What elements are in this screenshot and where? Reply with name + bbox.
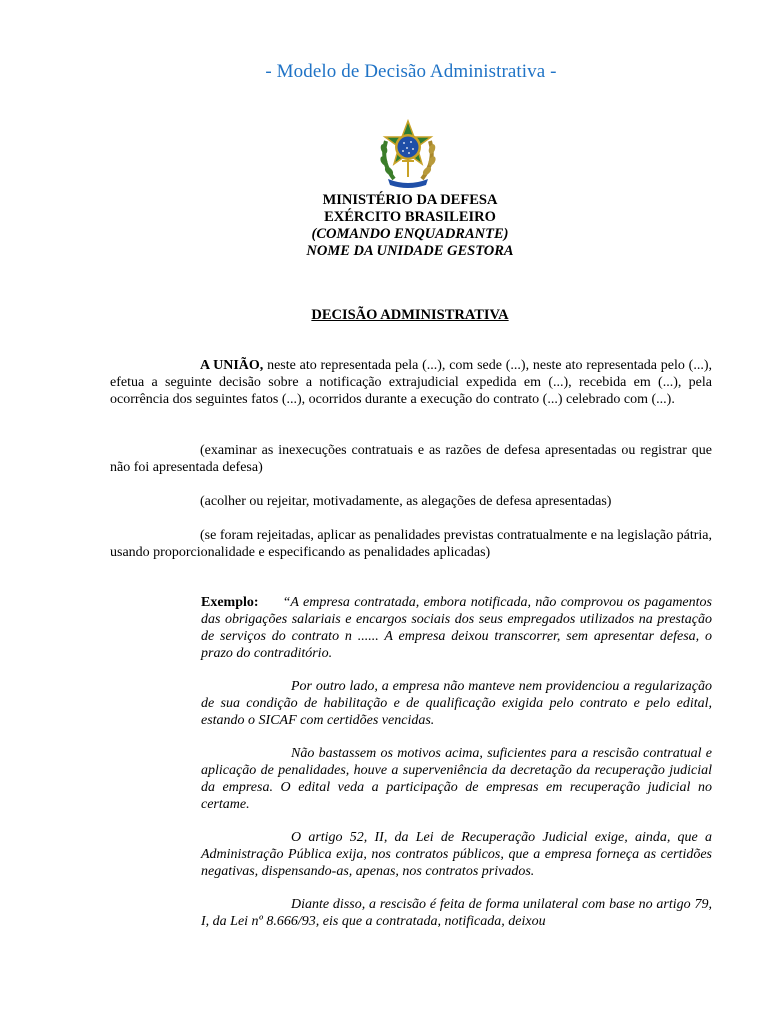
paragraph-accept-reject: (acolher ou rejeitar, motivadamente, as alegações de defesa apresentadas) [200,494,612,509]
paragraph-lead: A UNIÃO, [200,358,264,373]
example-paragraph-5: Diante disso, a rescisão é feita de forma unilateral com base no artigo 79, I, da Lei nº 8.666/93, eis que a contratada, notificada, deixou [201,897,712,929]
document-title: - Modelo de Decisão Administrativa - [265,61,557,82]
paragraph-examine: (examinar as inexecuções contratuais e as razões de defesa apresentadas ou registrar que não foi apresentada defesa) [110,443,712,475]
organization-header [210,192,610,260]
command-name: (COMANDO ENQUADRANTE) [311,226,509,242]
example-paragraph-3: Não bastassem os motivos acima, suficientes para a rescisão contratual e aplicação de penalidades, houve a superveniência da decretação da recuperação judicial da empresa. O edital veda a participação de empresas em recuperação judicial no certame. [201,746,712,812]
example-paragraph-4: O artigo 52, II, da Lei de Recuperação Judicial exige, ainda, que a Administração Pública exija, nos contratos públicos, que a empresa forneça as certidões negativas, dispensando-as, apenas, nos contratos privados. [201,830,712,879]
example-paragraph-1 [201,594,712,662]
paragraph-penalties: (se foram rejeitadas, aplicar as penalidades previstas contratualmente e na legislação pátria, usando proporcionalidade e especificando as penalidades aplicadas) [110,528,712,560]
example-paragraph-2: Por outro lado, a empresa não manteve nem providenciou a regularização de sua condição de habilitação e de qualificação exigida pelo contrato e pelo edital, estando o SICAF com certidões vencidas. [201,679,712,728]
unit-name: NOME DA UNIDADE GESTORA [306,243,514,259]
ministry-name: MINISTÉRIO DA DEFESA [322,192,498,208]
paragraph-text: neste ato representada pela (...), com sede (...), neste ato representada pelo (...), efetua a seguinte decisão sobre a notificação extrajudicial expedida em (...), recebida em (...), pela ocorrência dos seguintes fatos (...), ocorridos durante a execução do contrato (...) celebrado com (...). [110,358,712,407]
coat-of-arms-icon [376,119,440,189]
army-name: EXÉRCITO BRASILEIRO [324,209,496,225]
example-label: Exemplo: [201,595,259,610]
paragraph-uniao [110,357,712,408]
decision-heading: DECISÃO ADMINISTRATIVA [311,307,509,323]
example-text-1: “A empresa contratada, embora notificada, não comprovou os pagamentos das obrigações salariais e encargos sociais dos seus empregados utilizados na prestação de serviços do contrato n ...... A empresa deixou transcorrer, sem apresentar defesa, o prazo do contraditório. [201,595,712,661]
